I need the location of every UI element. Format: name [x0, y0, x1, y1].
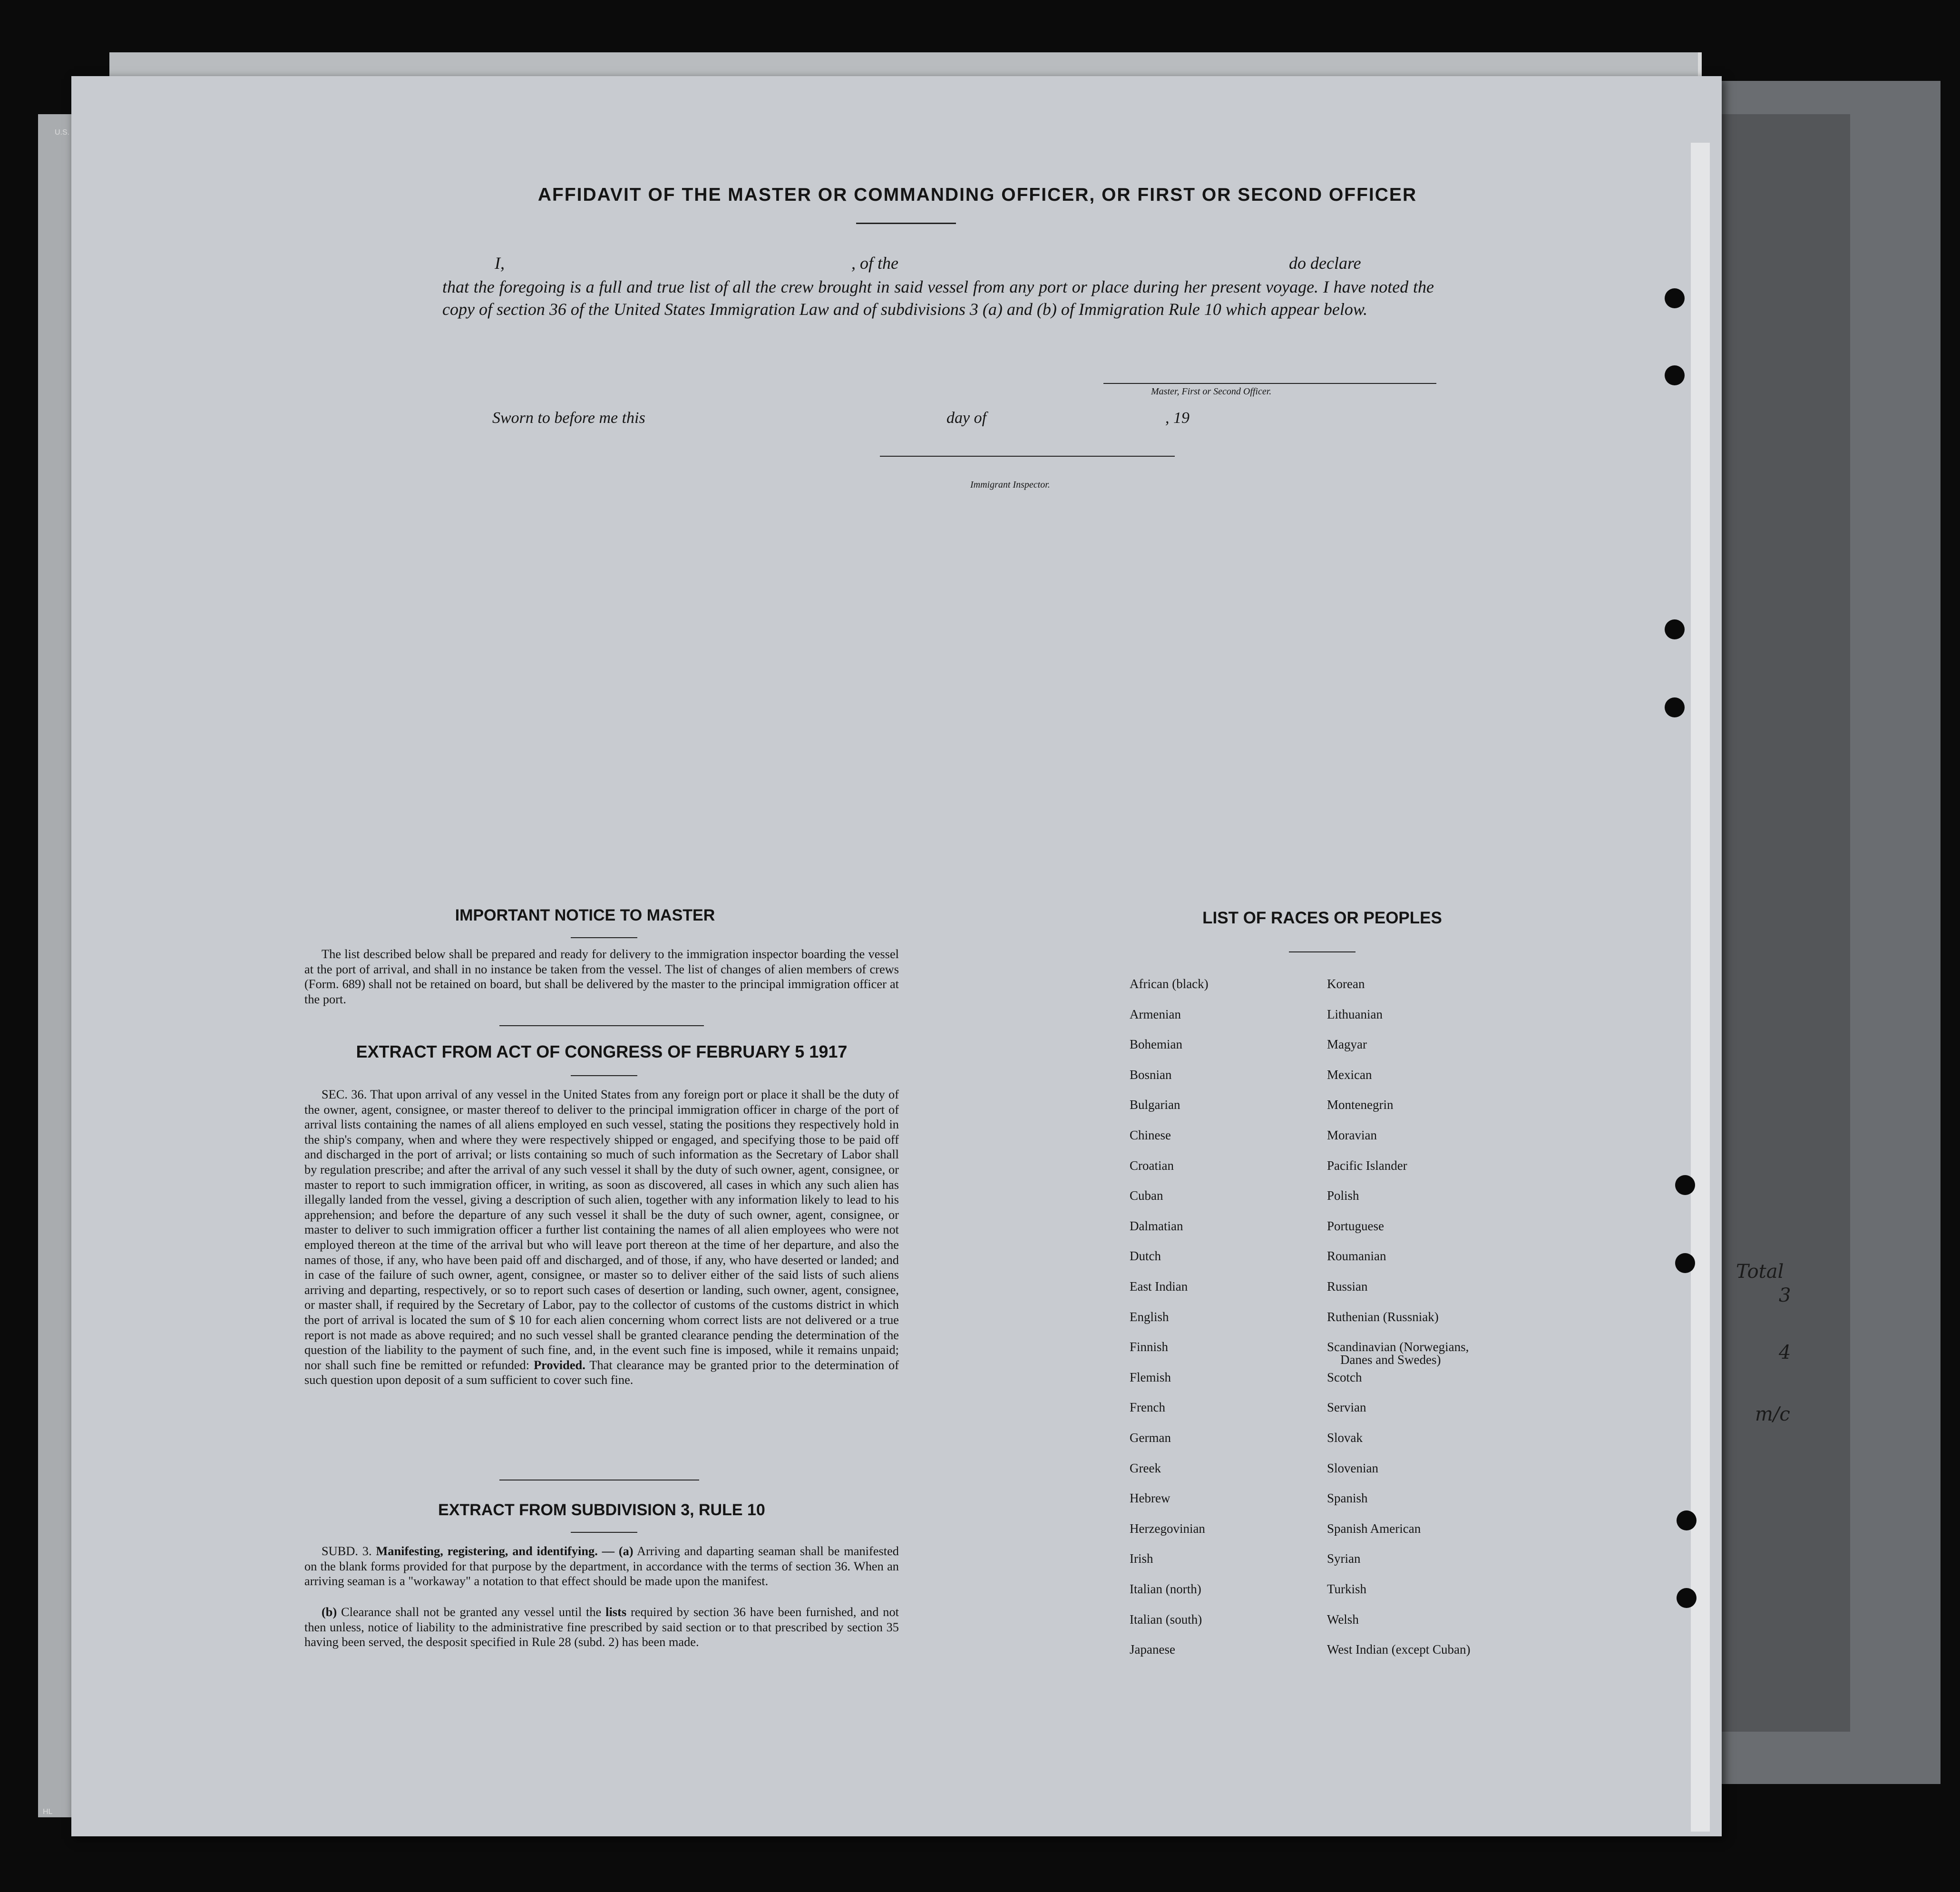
race-item: Syrian [1327, 1551, 1361, 1566]
subd-b-label: (b) [322, 1605, 337, 1619]
race-item: Chinese [1130, 1128, 1171, 1142]
race-item: Spanish American [1327, 1521, 1421, 1536]
race-item: Pacific Islander [1327, 1158, 1407, 1173]
race-item: Lithuanian [1327, 1007, 1383, 1021]
race-item: Mexican [1327, 1067, 1372, 1082]
race-item: Spanish [1327, 1491, 1368, 1506]
margin-label-bottom: HL [43, 1808, 53, 1816]
race-item: Welsh [1327, 1612, 1359, 1627]
race-item: Cuban [1130, 1188, 1163, 1203]
race-item: Croatian [1130, 1158, 1174, 1173]
subd-a-label: (a) [618, 1544, 634, 1558]
binder-hole [1677, 1510, 1697, 1530]
subd-b-text-2: required by section 36 have been furnished, and not then unless, notice of liability to the administrative fine prescribed by said section or to that prescribed by section 35 having been served, the desposit specified in Rule 28 (subd. 2) has been made. [304, 1605, 899, 1649]
subd-b-text-1: Clearance shall not be granted any vessel until the [341, 1605, 602, 1619]
race-item: Greek [1130, 1461, 1161, 1475]
race-item: Japanese [1130, 1642, 1175, 1657]
races-underline [1289, 951, 1355, 952]
race-item: Bosnian [1130, 1067, 1172, 1082]
officer-caption: Master, First or Second Officer. [1151, 386, 1272, 397]
race-item: Irish [1130, 1551, 1153, 1566]
race-item: Herzegovinian [1130, 1521, 1205, 1536]
side-note-3: 3 [1779, 1284, 1791, 1306]
affidavit-i: I, [495, 254, 505, 273]
notice-text: The list described below shall be prepared and ready for delivery to the immigration inspector boarding the vessel at the port of arrival, and shall in no instance be taken from the vessel. The list of changes of alien members of crews (Form. 689) shall not be retained on board, but shall be delivered by the master to the principal immigration officer at the port. [304, 947, 899, 1006]
race-item: French [1130, 1400, 1165, 1415]
binder-hole [1677, 1588, 1697, 1608]
race-scandinavian-cont: Danes and Swedes) [1340, 1353, 1441, 1367]
notice-divider [499, 1025, 704, 1026]
rule10-underline [571, 1532, 637, 1533]
day-of-text: day of [946, 409, 987, 427]
race-item: Roumanian [1327, 1249, 1386, 1264]
inspector-signature-line [880, 456, 1175, 457]
act-text-after: That clearance may be granted prior to the determination of such question upon deposit of a sum sufficient to cover such fine. [304, 1357, 899, 1387]
affidavit-title: AFFIDAVIT OF THE MASTER OR COMMANDING OFFICER, OR FIRST OR SECOND OFFICER [537, 185, 1417, 205]
race-item: Moravian [1327, 1128, 1377, 1142]
races-title: LIST OF RACES OR PEOPLES [1202, 909, 1442, 927]
race-item: Scandinavian (Norwegians, [1327, 1340, 1469, 1354]
race-item: Dutch [1130, 1249, 1161, 1264]
race-item: Magyar [1327, 1037, 1367, 1052]
race-item: Ruthenian (Russniak) [1327, 1309, 1439, 1324]
act-text [304, 1087, 899, 1388]
race-item: Bohemian [1130, 1037, 1182, 1052]
binder-hole [1675, 1253, 1695, 1273]
binder-hole [1665, 619, 1685, 639]
subd-a-text: Arriving and daparting seaman shall be manifested on the blank forms provided for that purpose by the department, in accordance with the terms of section 36. When an arriving seaman is a "workaway" a notation to that effect should be made upon the manifest. [304, 1544, 899, 1588]
race-item: Korean [1327, 977, 1365, 991]
race-item: African (black) [1130, 977, 1209, 991]
race-item: Russian [1327, 1279, 1368, 1294]
side-note-mc: m/c [1755, 1403, 1790, 1425]
race-item: Montenegrin [1327, 1098, 1394, 1112]
act-underline [571, 1075, 637, 1076]
race-item: Armenian [1130, 1007, 1181, 1021]
race-item: Bulgarian [1130, 1098, 1180, 1112]
act-title: EXTRACT FROM ACT OF CONGRESS OF FEBRUARY 5 1917 [356, 1042, 848, 1061]
race-item: Turkish [1327, 1582, 1367, 1596]
inspector-caption: Immigrant Inspector. [970, 480, 1050, 490]
binder-hole [1665, 365, 1685, 385]
race-item: Slovak [1327, 1431, 1363, 1445]
race-item: Slovenian [1327, 1461, 1378, 1475]
race-item: East Indian [1130, 1279, 1188, 1294]
rule10-a [304, 1544, 899, 1589]
race-item: English [1130, 1309, 1169, 1324]
race-item: Dalmatian [1130, 1218, 1183, 1233]
side-note-total: Total [1736, 1261, 1784, 1283]
margin-label-top: U.S. [55, 128, 70, 137]
act-text-main: SEC. 36. That upon arrival of any vessel in the United States from any foreign port or place it shall be the duty of the owner, agent, consignee, or master thereof to deliver to the principal immigration officer in charge of the port of arrival lists containing the names of all aliens employed en such vessel, stating the positions they respectively hold in the ship's company, when and where they were respectively shipped or engaged, and specifying those to be paid off and discharged in the port of arrival; or lists containing so much of such information as the Secretary of Labor shall by regulation prescribe; and after the arrival of any such vessel it shall by the duty of such owner, agent, consignee, or master to report to such immigration officer, in writing, as soon as discovered, all cases in which any such alien has illegally landed from the vessel, giving a description of such alien, together with any information likely to lead to his apprehension; and before the departure of any such vessel it shall be the duty of such owner, agent, consignee, or master to deliver to such immigration officer a further list containing the names of all alien employees who were not employed thereon at the time of the arrival but who will leave port thereon at the time of her departure, and also the names of those, if any, who have been paid off and discharged, and of those, if any, who have deserted or landed; and in case of the failure of such owner, agent, consignee, or master so to deliver either of the said lists of such aliens arriving and departing, respectively, or so to report such cases of desertion or landing, such owner, agent, consignee, or master shall, if required by the Secretary of Labor, pay to the collector of customs of the customs district in which the port of arrival is located the sum of $ 10 for each alien concerning whom correct lists are not delivered or a true report is not made as above required; and no such vessel shall be granted clearance pending the determination of the question of the liability to the payment of such fine, and, in the event such fine is imposed, while it remains unpaid; nor shall such fine be remitted or refunded: [304, 1087, 899, 1372]
race-item: Scotch [1327, 1370, 1362, 1384]
race-item: West Indian (except Cuban) [1327, 1642, 1471, 1657]
subd-label: SUBD. 3. [322, 1544, 372, 1558]
race-item: German [1130, 1431, 1171, 1445]
notice-underline [571, 937, 637, 938]
sworn-text: Sworn to before me this [492, 409, 645, 427]
binder-hole [1665, 288, 1685, 308]
affidavit-do-declare: do declare [1289, 254, 1361, 273]
subd-heading: Manifesting, registering, and identifying. — [376, 1544, 615, 1558]
subd-b-lists: lists [605, 1605, 627, 1619]
affidavit-body: that the foregoing is a full and true list of all the crew brought in said vessel from any port or place during her present voyage. I have noted the copy of section 36 of the United States Immigration Law and of subdivisions 3 (a) and (b) of Immigration Rule 10 which appear below. [442, 277, 1434, 319]
race-item: Flemish [1130, 1370, 1171, 1384]
rule10-b [304, 1605, 899, 1650]
race-item: Servian [1327, 1400, 1366, 1415]
race-item: Polish [1327, 1188, 1359, 1203]
binder-hole [1665, 697, 1685, 717]
notice-title: IMPORTANT NOTICE TO MASTER [455, 906, 715, 924]
document-page [71, 76, 1722, 1836]
rule10-title: EXTRACT FROM SUBDIVISION 3, RULE 10 [438, 1501, 765, 1519]
race-item: Finnish [1130, 1340, 1169, 1354]
race-item: Hebrew [1130, 1491, 1170, 1506]
act-provided: Provided. [534, 1357, 585, 1372]
title-underline [856, 223, 956, 224]
year-text: , 19 [1165, 409, 1190, 427]
officer-signature-line [1103, 383, 1436, 384]
side-note-4: 4 [1779, 1342, 1791, 1363]
affidavit-of-the: , of the [851, 254, 898, 273]
race-item: Italian (south) [1130, 1612, 1202, 1627]
race-item: Portuguese [1327, 1218, 1384, 1233]
binder-hole [1675, 1175, 1695, 1195]
race-item: Italian (north) [1130, 1582, 1201, 1596]
page-edge [1691, 143, 1710, 1832]
